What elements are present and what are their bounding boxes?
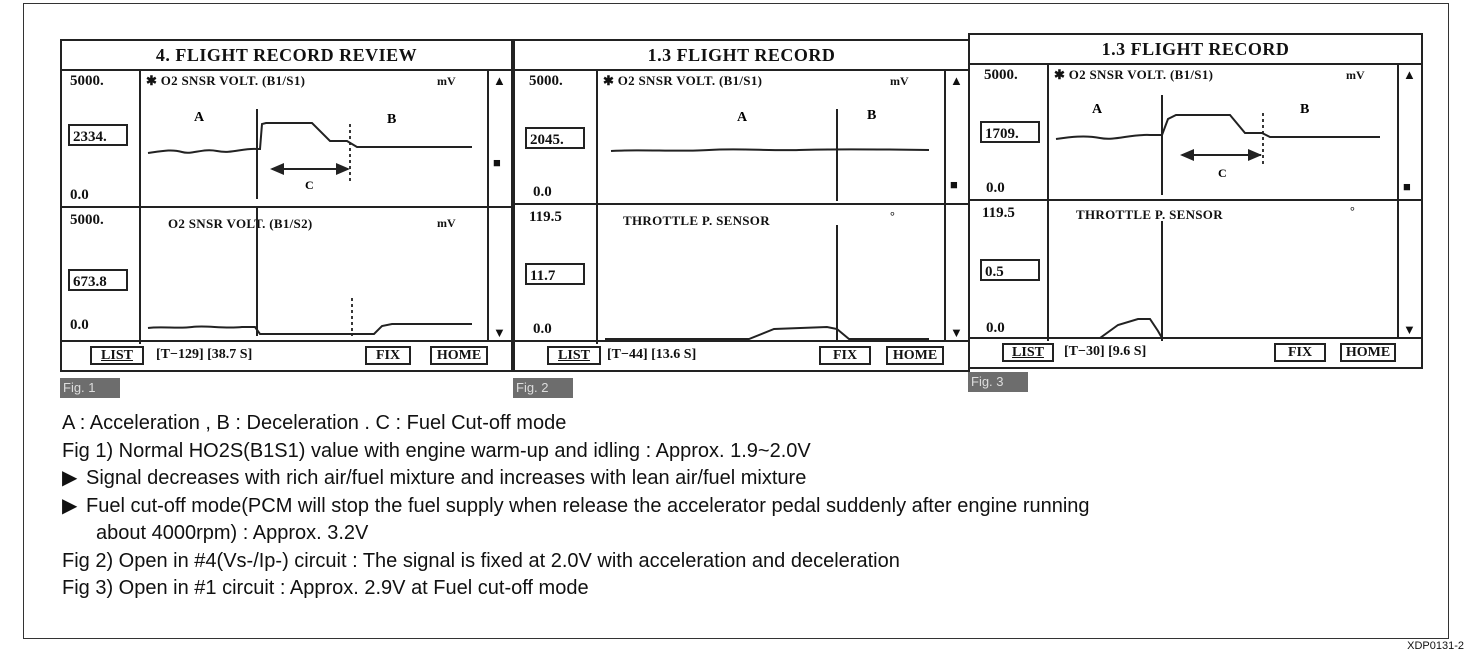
signal-name: THROTTLE P. SENSOR bbox=[1076, 207, 1223, 222]
scan-panel-fig2 bbox=[513, 39, 970, 372]
scroll-up-icon[interactable]: ▲ bbox=[950, 73, 963, 88]
scale-min: 0.0 bbox=[533, 184, 552, 200]
scroll-thumb-icon[interactable]: ■ bbox=[1403, 179, 1411, 194]
bullet-1 bbox=[62, 465, 1422, 493]
unit-label: mV bbox=[437, 216, 456, 230]
fix-button[interactable]: FIX bbox=[819, 346, 871, 365]
scale-max: 5000. bbox=[70, 212, 104, 228]
top-signal-area bbox=[62, 69, 511, 206]
bullet-arrow-icon: ▶ bbox=[62, 467, 78, 489]
current-value-box: 11.7 bbox=[525, 263, 585, 285]
fig1-note: Fig 1) Normal HO2S(B1S1) value with engine warm-up and idling : Approx. 1.9~2.0V bbox=[62, 439, 811, 462]
bottom-scale bbox=[62, 208, 141, 344]
scroll-up-icon[interactable]: ▲ bbox=[493, 73, 506, 88]
bullet-arrow-icon: ▶ bbox=[62, 494, 78, 517]
record-info: [T−44] [13.6 S] bbox=[607, 347, 697, 362]
explanation-notes bbox=[62, 410, 1422, 603]
scroll-down-icon[interactable]: ▼ bbox=[493, 325, 506, 340]
unit-label: ° bbox=[1350, 204, 1355, 218]
label-a: A bbox=[1092, 102, 1103, 117]
scrollbar[interactable] bbox=[944, 69, 968, 342]
top-scale bbox=[515, 69, 598, 203]
label-b: B bbox=[387, 112, 397, 127]
signal-name: THROTTLE P. SENSOR bbox=[623, 213, 770, 228]
top-scale bbox=[970, 63, 1049, 199]
label-c: C bbox=[305, 178, 314, 192]
scale-min: 0.0 bbox=[70, 187, 89, 203]
fix-button[interactable]: FIX bbox=[365, 346, 411, 365]
scrollbar[interactable] bbox=[1397, 63, 1421, 339]
unit-label: mV bbox=[1346, 68, 1365, 82]
scroll-down-icon[interactable]: ▼ bbox=[1403, 322, 1416, 337]
panel-title: 4. FLIGHT RECORD REVIEW bbox=[62, 41, 511, 71]
bullet-2 bbox=[62, 493, 1422, 521]
current-value-box: 2045. bbox=[525, 127, 585, 149]
list-button[interactable]: LIST bbox=[1002, 343, 1054, 362]
list-button[interactable]: LIST bbox=[547, 346, 601, 365]
label-a: A bbox=[737, 110, 748, 125]
panel-title: 1.3 FLIGHT RECORD bbox=[515, 41, 968, 71]
panel-title: 1.3 FLIGHT RECORD bbox=[970, 35, 1421, 65]
label-b: B bbox=[1300, 102, 1310, 117]
record-info: [T−129] [38.7 S] bbox=[156, 347, 253, 362]
legend-line: A : Acceleration , B : Deceleration . C : Fuel Cut-off mode bbox=[62, 412, 567, 434]
scale-max: 119.5 bbox=[529, 209, 562, 225]
o2-b1s1-waveform bbox=[1050, 63, 1390, 193]
scale-min: 0.0 bbox=[986, 320, 1005, 336]
fix-button[interactable]: FIX bbox=[1274, 343, 1326, 362]
top-signal-area bbox=[515, 69, 968, 203]
bullet-2-text: Fuel cut-off mode(PCM will stop the fuel supply when release the accelerator pedal suddenly after engine running bbox=[86, 494, 1090, 517]
o2-b1s1-waveform bbox=[599, 69, 939, 199]
home-button[interactable]: HOME bbox=[1340, 343, 1396, 362]
record-info: [T−30] [9.6 S] bbox=[1064, 344, 1147, 359]
bottom-scale bbox=[515, 205, 598, 344]
current-value-box: 2334. bbox=[68, 124, 128, 146]
bottom-signal-area bbox=[970, 201, 1421, 341]
current-value-box: 1709. bbox=[980, 121, 1040, 143]
fig-tag-2: Fig. 2 bbox=[513, 378, 573, 398]
bullet-1-text: Signal decreases with rich air/fuel mixture and increases with lean air/fuel mixture bbox=[86, 467, 807, 489]
label-b: B bbox=[867, 108, 877, 123]
o2-b1s2-waveform bbox=[142, 208, 482, 338]
unit-label: ° bbox=[890, 209, 895, 223]
scale-max: 5000. bbox=[984, 67, 1018, 83]
bottom-bar bbox=[970, 337, 1421, 367]
scroll-up-icon[interactable]: ▲ bbox=[1403, 67, 1416, 82]
scale-min: 0.0 bbox=[533, 321, 552, 337]
label-c: C bbox=[1218, 166, 1227, 180]
signal-name: ✱ O2 SNSR VOLT. (B1/S1) bbox=[146, 73, 306, 88]
o2-b1s1-waveform bbox=[142, 69, 482, 199]
top-scale bbox=[62, 69, 141, 206]
bottom-bar bbox=[62, 340, 511, 370]
bottom-signal-area bbox=[62, 208, 511, 344]
current-value-box: 0.5 bbox=[980, 259, 1040, 281]
list-button[interactable]: LIST bbox=[90, 346, 144, 365]
signal-name: ✱ O2 SNSR VOLT. (B1/S1) bbox=[603, 73, 763, 88]
bottom-scale bbox=[970, 201, 1049, 341]
scan-panel-fig3 bbox=[968, 33, 1423, 369]
scale-max: 119.5 bbox=[982, 205, 1015, 221]
throttle-waveform bbox=[599, 205, 939, 341]
top-signal-area bbox=[970, 63, 1421, 199]
scan-panel-fig1 bbox=[60, 39, 513, 372]
scroll-down-icon[interactable]: ▼ bbox=[950, 325, 963, 340]
bottom-bar bbox=[515, 340, 968, 370]
signal-name: O2 SNSR VOLT. (B1/S2) bbox=[168, 216, 313, 231]
fig2-note: Fig 2) Open in #4(Vs-/Ip-) circuit : The signal is fixed at 2.0V with acceleration and deceleration bbox=[62, 549, 900, 572]
scale-max: 5000. bbox=[70, 73, 104, 89]
scale-min: 0.0 bbox=[986, 180, 1005, 196]
home-button[interactable]: HOME bbox=[886, 346, 944, 365]
current-value-box: 673.8 bbox=[68, 269, 128, 291]
throttle-waveform bbox=[1050, 201, 1390, 341]
fig3-note: Fig 3) Open in #1 circuit : Approx. 2.9V at Fuel cut-off mode bbox=[62, 577, 589, 599]
bottom-signal-area bbox=[515, 205, 968, 344]
document-code: XDP0131-2 bbox=[1407, 640, 1464, 652]
signal-name: ✱ O2 SNSR VOLT. (B1/S1) bbox=[1054, 67, 1214, 82]
unit-label: mV bbox=[890, 74, 909, 88]
label-a: A bbox=[194, 110, 205, 125]
scrollbar[interactable] bbox=[487, 69, 511, 342]
scroll-thumb-icon[interactable]: ■ bbox=[950, 177, 958, 192]
home-button[interactable]: HOME bbox=[430, 346, 488, 365]
bullet-2-continued: about 4000rpm) : Approx. 3.2V bbox=[96, 522, 369, 544]
scale-max: 5000. bbox=[529, 73, 563, 89]
unit-label: mV bbox=[437, 74, 456, 88]
scale-min: 0.0 bbox=[70, 317, 89, 333]
fig-tag-3: Fig. 3 bbox=[968, 372, 1028, 392]
scroll-thumb-icon[interactable]: ■ bbox=[493, 155, 501, 170]
fig-tag-1: Fig. 1 bbox=[60, 378, 120, 398]
